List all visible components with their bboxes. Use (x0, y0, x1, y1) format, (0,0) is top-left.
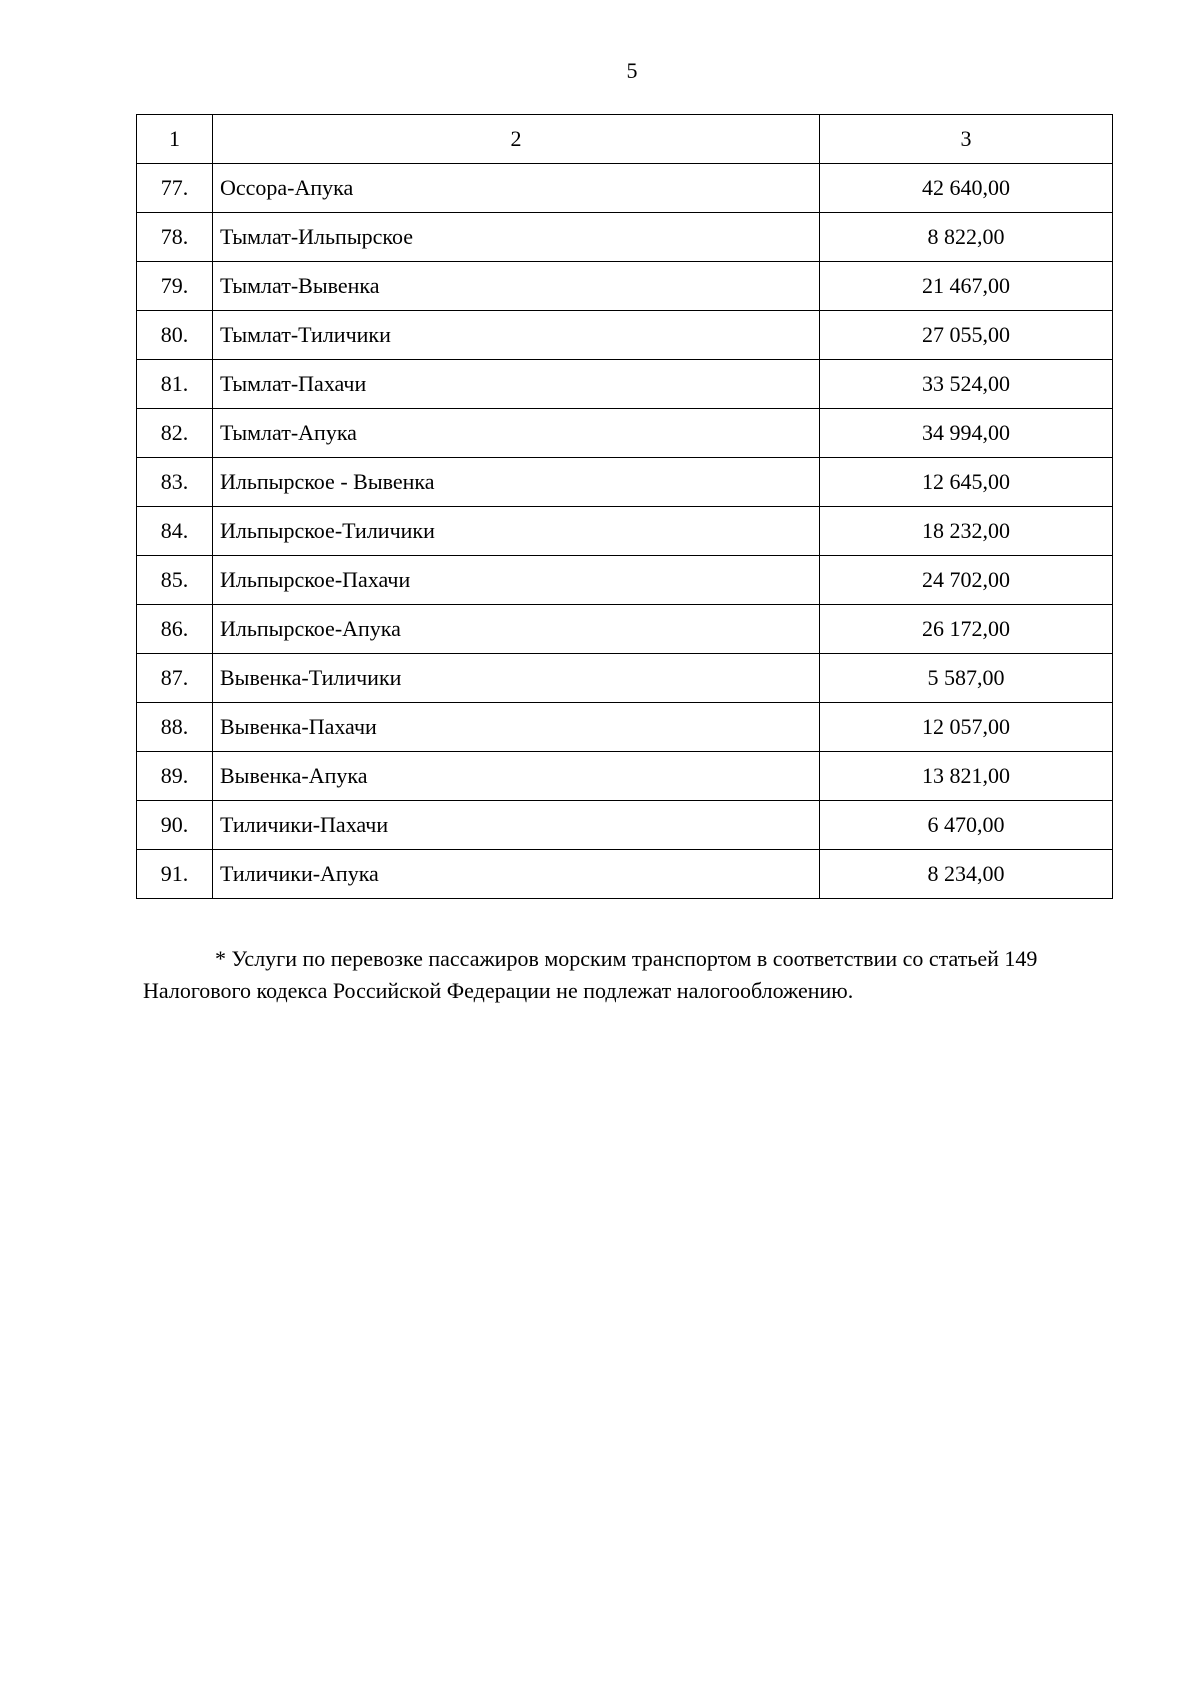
row-number: 85. (137, 556, 213, 605)
route-price: 6 470,00 (820, 801, 1113, 850)
table-row (137, 409, 1113, 458)
column-header-price: 3 (820, 115, 1113, 164)
table-row (137, 213, 1113, 262)
row-number: 91. (137, 850, 213, 899)
table-row (137, 801, 1113, 850)
route-price: 5 587,00 (820, 654, 1113, 703)
table-row (137, 752, 1113, 801)
route-name: Тиличики-Апука (213, 850, 820, 899)
route-price: 24 702,00 (820, 556, 1113, 605)
route-name: Тиличики-Пахачи (213, 801, 820, 850)
row-number: 82. (137, 409, 213, 458)
route-name: Тымлат-Пахачи (213, 360, 820, 409)
row-number: 87. (137, 654, 213, 703)
table-row (137, 654, 1113, 703)
table-row (137, 311, 1113, 360)
route-name: Тымлат-Ильпырское (213, 213, 820, 262)
table-row (137, 605, 1113, 654)
table-header-row (137, 115, 1113, 164)
tax-footnote (143, 943, 1123, 1007)
route-name: Оссора-Апука (213, 164, 820, 213)
table-row (137, 703, 1113, 752)
row-number: 89. (137, 752, 213, 801)
row-number: 90. (137, 801, 213, 850)
route-price: 21 467,00 (820, 262, 1113, 311)
route-price: 8 234,00 (820, 850, 1113, 899)
column-header-number: 1 (137, 115, 213, 164)
footnote-line-2: Налогового кодекса Российской Федерации не подлежат налогообложению. (143, 978, 854, 1003)
tariff-table-body (137, 115, 1113, 899)
route-price: 18 232,00 (820, 507, 1113, 556)
page-number: 5 (626, 58, 638, 83)
route-name: Ильпырское - Вывенка (213, 458, 820, 507)
route-price: 33 524,00 (820, 360, 1113, 409)
row-number: 77. (137, 164, 213, 213)
table-row (137, 262, 1113, 311)
route-price: 13 821,00 (820, 752, 1113, 801)
table-row (137, 507, 1113, 556)
route-price: 12 645,00 (820, 458, 1113, 507)
route-name: Вывенка-Тиличики (213, 654, 820, 703)
table-row (137, 556, 1113, 605)
route-price: 42 640,00 (820, 164, 1113, 213)
route-name: Тымлат-Апука (213, 409, 820, 458)
route-name: Вывенка-Апука (213, 752, 820, 801)
route-name: Вывенка-Пахачи (213, 703, 820, 752)
row-number: 81. (137, 360, 213, 409)
table-row (137, 360, 1113, 409)
row-number: 86. (137, 605, 213, 654)
footnote-line-1: * Услуги по перевозке пассажиров морским транспортом в соответствии со статьей 149 (215, 946, 1038, 971)
route-price: 26 172,00 (820, 605, 1113, 654)
route-name: Ильпырское-Тиличики (213, 507, 820, 556)
route-price: 8 822,00 (820, 213, 1113, 262)
column-header-route: 2 (213, 115, 820, 164)
row-number: 80. (137, 311, 213, 360)
row-number: 78. (137, 213, 213, 262)
row-number: 84. (137, 507, 213, 556)
route-name: Тымлат-Тиличики (213, 311, 820, 360)
route-name: Ильпырское-Пахачи (213, 556, 820, 605)
route-price: 34 994,00 (820, 409, 1113, 458)
table-row (137, 850, 1113, 899)
route-name: Тымлат-Вывенка (213, 262, 820, 311)
table-row (137, 164, 1113, 213)
row-number: 88. (137, 703, 213, 752)
route-price: 12 057,00 (820, 703, 1113, 752)
row-number: 79. (137, 262, 213, 311)
tariff-table (136, 114, 1113, 899)
route-price: 27 055,00 (820, 311, 1113, 360)
route-name: Ильпырское-Апука (213, 605, 820, 654)
row-number: 83. (137, 458, 213, 507)
table-row (137, 458, 1113, 507)
